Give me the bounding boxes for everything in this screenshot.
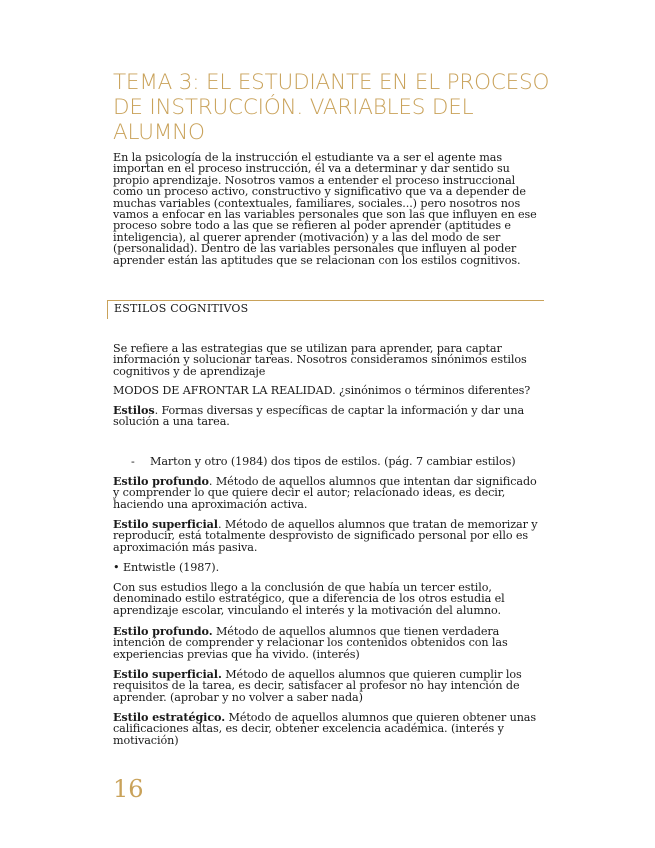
list-marker: - <box>131 455 135 468</box>
entwistle-bullet: • Entwistle (1987). <box>113 561 220 574</box>
realidad-paragraph: MODOS DE AFRONTAR LA REALIDAD. ¿sinónimos o términos diferentes? <box>113 384 531 397</box>
entwistle-profundo-text: Método de aquellos alumnos que tienen verdadera intención de comprender y relacionar los contenidos obtenidos con las experiencias previas que ha vivido. (interés) <box>113 625 508 661</box>
list-item-text: Marton y otro (1984) dos tipos de estilos. (pág. 7 cambiar estilos) <box>150 455 516 468</box>
section-heading: ESTILOS COGNITIVOS <box>114 302 249 315</box>
term-estilo-superficial-2: Estilo superficial. <box>113 667 222 681</box>
entwistle-estrategico-paragraph <box>113 712 543 746</box>
page-title: TEMA 3: EL ESTUDIANTE EN EL PROCESO DE INSTRUCCIÓN. VARIABLES DEL ALUMNO <box>113 70 550 145</box>
marton-profundo-paragraph <box>113 476 543 510</box>
entwistle-description: Con sus estudios llego a la conclusión de que había un tercer estilo, denominado estilo estratégico, que a diferencia de los otros estudia el aprendizaje escolar, vinculando el interés y la motivación del alumno. <box>113 581 505 617</box>
intro-paragraph: En la psicología de la instrucción el estudiante va a ser el agente mas importan en el proceso instrucción, él va a determinar y dar sentido su propio aprendizaje. Nosotros vamos a entender el proceso instruccional como un proceso activo, constructivo y significativo que va a depender de muchas variables (contextuales, familiares, sociales...) pero nosotros nos vamos a enfocar en las variables personales que son las que influyen en ese proceso sobre todo a las que se refieren al poder aprender (aptitudes e inteligencia), al querer aprender (motivación) y a las del modo de ser (personalidad). Dentro de las variables personales que influyen al poder aprender están las aptitudes que se relacionan con los estilos cognitivos. <box>113 151 537 267</box>
page-number: 16 <box>113 775 144 803</box>
term-estilo-superficial: Estilo superficial <box>113 517 218 531</box>
list-item <box>131 456 543 467</box>
term-estilo-profundo-2: Estilo profundo. <box>113 624 213 638</box>
entwistle-profundo-paragraph <box>113 626 543 660</box>
term-estilos: Estilos <box>113 403 155 417</box>
marton-profundo-text: . Método de aquellos alumnos que intentan dar significado y comprender lo que quiere decir el autor; relacionado ideas, es decir, haciendo una aproximación activa. <box>113 475 537 511</box>
entwistle-superficial-paragraph <box>113 669 543 703</box>
marton-superficial-text: . Método de aquellos alumnos que tratan de memorizar y reproducir, está totalmente desprovisto de significado personal por ello es aproximación más pasiva. <box>113 518 538 554</box>
entwistle-superficial-text: Método de aquellos alumnos que quieren cumplir los requisitos de la tarea, es decir, satisfacer al profesor no hay intención de aprender. (aprobar y no volver a saber nada) <box>113 668 522 704</box>
entwistle-estrategico-text: Método de aquellos alumnos que quieren obtener unas calificaciones altas, es decir, obtener excelencia académica. (interés y motivación) <box>113 711 537 747</box>
term-estilo-estrategico: Estilo estratégico. <box>113 710 226 724</box>
marton-superficial-paragraph <box>113 519 543 553</box>
term-estilo-profundo: Estilo profundo <box>113 474 209 488</box>
estilos-text: . Formas diversas y específicas de captar la información y dar una solución a una tarea. <box>113 404 525 429</box>
section-heading-box <box>107 300 544 319</box>
definition-paragraph: Se refiere a las estrategias que se utilizan para aprender, para captar información y solucionar tareas. Nosotros consideramos sinónimos estilos cognitivos y de aprendizaje <box>113 342 527 378</box>
estilos-paragraph <box>113 405 543 428</box>
